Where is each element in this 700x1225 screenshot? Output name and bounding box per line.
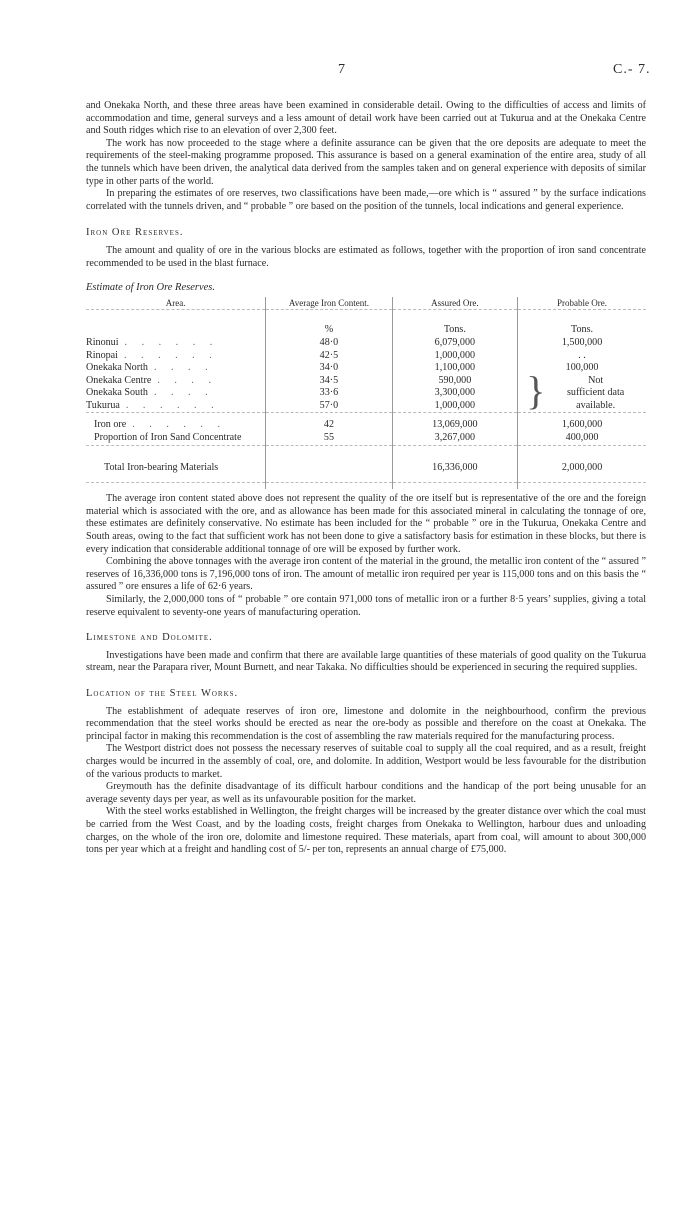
assured-ore-value: 13,069,000	[392, 419, 517, 432]
assured-ore-value: 1,100,000	[392, 362, 517, 375]
table-row-total	[86, 452, 646, 483]
page-number: 7	[338, 62, 345, 77]
paragraph: Similarly, the 2,000,000 tons of “ probable ” ore contain 971,000 tons of metallic iron or a further 8·5 years’ supplies, giving a total reserve equivalent to seventy-one years of manufacturing operation.	[86, 594, 646, 618]
document-body	[86, 100, 646, 857]
unit-tons: Tons.	[518, 310, 646, 337]
average-iron-value: 48·0	[266, 337, 392, 350]
probable-ore-value: 400,000	[518, 432, 646, 445]
area-name: Total Iron-bearing Materials	[104, 461, 219, 473]
paragraph: The Westport district does not possess the necessary reserves of suitable coal to supply all the coal required, and as a result, freight charges would be incurred in the assembly of coal, ore, and dolomite. In addition, Westport would be less favourable for the distribution of the various products to market.	[86, 743, 646, 780]
area-name: Tukurua	[86, 399, 120, 411]
assured-ore-value: 3,300,000	[392, 387, 517, 400]
paragraph: In preparing the estimates of ore reserves, two classifications have been made,—ore which is “ assured ” by the surface indications correlated with the tunnels driven, and “ probable ” ore based on the position of the tunnels, local indications and general experience.	[86, 188, 646, 212]
average-iron-value: 33·6	[266, 387, 392, 400]
iron-ore-reserves-table	[86, 297, 646, 490]
area-name: Rinopai	[86, 349, 118, 361]
unit-tons: Tons.	[392, 310, 517, 337]
table-row: Onekaka North . . . . 34·0 1,100,000 100,000	[86, 362, 646, 375]
paragraph: The amount and quality of ore in the various blocks are estimated as follows, together with the proportion of iron sand concentrate recommended to be used in the blast furnace.	[86, 244, 646, 269]
paragraph: With the steel works established in Wellington, the freight charges will be increased by the greater distance over which the coal must be carried from the West Coast, and by the loading costs, freight charges from Onekaka to Wellington, harbour dues and unloading charges, on the whole of the iron ore, dolomite and limestone required. These materials, apart from coal, will amount to about 300,000 tons per year which at a freight and handling cost of 5/- per ton, represents an annual charge of £75,000.	[86, 806, 646, 856]
area-name: Onekaka South	[86, 387, 148, 399]
probable-ore-value: 100,000	[518, 362, 646, 375]
table-row	[86, 432, 646, 445]
table-row: Iron ore . . . . . . 42 13,069,000 1,600,000	[86, 419, 646, 432]
area-name: Rinonui	[86, 336, 119, 348]
table-row: Onekaka South . . . . 33·6 3,300,000	[86, 387, 646, 400]
column-header-area: Area.	[86, 297, 266, 310]
column-header-assured: Assured Ore.	[392, 297, 517, 310]
average-iron-value: 34·5	[266, 375, 392, 388]
probable-ore-value: 1,600,000	[518, 419, 646, 432]
probable-ore-value: 2,000,000	[518, 452, 646, 483]
unit-percent: %	[266, 310, 392, 337]
column-header-average-iron: Average Iron Content.	[266, 297, 392, 310]
area-name: Iron ore	[94, 419, 127, 431]
table-row: Onekaka Centre . . . . 34·5 590,000 } Not sufficient data available.	[86, 375, 646, 388]
average-iron-value: 42·5	[266, 350, 392, 363]
paragraph: The work has now proceeded to the stage where a definite assurance can be given that the ore deposits are adequate to meet the requirements of the steel-making programme proposed. This assurance is based on a general examination of the entire area, study of all the tunnels which have been driven, the analytical data derived from the samples taken and on general experience with deposits of similar type in other parts of the world.	[86, 137, 646, 187]
area-name: Proportion of Iron Sand Concentrate	[94, 432, 242, 444]
section-heading-limestone-dolomite: Limestone and Dolomite.	[86, 632, 213, 644]
document-reference: C.- 7.	[613, 62, 651, 77]
brace-icon: }	[526, 367, 546, 413]
probable-ore-value: Not	[588, 374, 604, 386]
area-name: Onekaka Centre	[86, 374, 152, 386]
assured-ore-value: 1,000,000	[392, 400, 517, 413]
section-heading-location-steel-works: Location of the Steel Works.	[86, 687, 239, 699]
assured-ore-value: 590,000	[392, 375, 517, 388]
probable-ore-value: . .	[518, 350, 646, 363]
probable-ore-value: sufficient data	[567, 387, 625, 399]
section-heading-iron-ore-reserves: Iron Ore Reserves.	[86, 227, 184, 239]
paragraph: and Onekaka North, and these three areas have been examined in considerable detail. Owing to the difficulties of access and limits of accommodation and time, general surveys and a less amount of detail work have been carried out at Tukurua and at the Onekaka Centre and South ridges which rise to an elevation of over 2,300 feet.	[86, 100, 646, 137]
table-row: Rinonui . . . . . . 48·0 6,079,000 1,500,000	[86, 337, 646, 350]
paragraph: Investigations have been made and confirm that there are available large quantities of these materials of good quality on the Tukurua stream, near the Parapara river, Mount Burnett, and near Takaka. No difficulties should be experienced in securing the required supplies.	[86, 649, 646, 674]
average-iron-value: 57·0	[266, 400, 392, 413]
assured-ore-value: 3,267,000	[392, 432, 517, 445]
average-iron-value: 55	[266, 432, 392, 445]
average-iron-value: 34·0	[266, 362, 392, 375]
paragraph: Combining the above tonnages with the average iron content of the material in the ground, the metallic iron content of the “ assured ” reserves of 16,336,000 tons is 7,196,000 tons of iron. The amount of metallic iron required per year is 115,000 tons and on this basis the “ assured ” ore ensures a life of 62·6 years.	[86, 556, 646, 593]
assured-ore-value: 6,079,000	[392, 337, 517, 350]
table-row: Rinopai . . . . . . 42·5 1,000,000 . .	[86, 350, 646, 363]
paragraph: The average iron content stated above does not represent the quality of the ore itself but is representative of the ore and the foreign material which is associated with the ore, and as allowance has been made for this associated mineral in calculating the tonnage of ore, these estimates are definitely conservative. No estimate has been included for the “ probable ” ore in the Tukurua, Onekaka Centre and South areas, owing to the fact that sufficient work has not been done to give a satisfactory basis for estimation in these blocks, but there is every indication that considerable additional tonnage of ore will be exposed by further work.	[86, 493, 646, 555]
area-name: Onekaka North	[86, 362, 148, 374]
probable-ore-value: available.	[576, 399, 616, 411]
average-iron-value	[266, 452, 392, 483]
average-iron-value: 42	[266, 419, 392, 432]
paragraph: Greymouth has the definite disadvantage of its difficult harbour conditions and the handicap of the port being unusable for an average seventy days per year, as well as its unfavourable position for the market.	[86, 781, 646, 805]
paragraph: The establishment of adequate reserves of iron ore, limestone and dolomite in the neighbourhood, confirm the previous recommendation that the steel works should be erected as near the ore-body as possible and therefore on the coast at Onekaka. The principal factor in making this recommendation is the cost of assembling the raw materials required for the manufacturing process.	[86, 705, 646, 742]
table-row: Tukurua . . . . . . 57·0 1,000,000	[86, 400, 646, 413]
table-caption: Estimate of Iron Ore Reserves.	[86, 282, 215, 294]
probable-ore-value: 1,500,000	[518, 337, 646, 350]
column-header-probable: Probable Ore.	[518, 297, 646, 310]
assured-ore-value: 16,336,000	[392, 452, 517, 483]
assured-ore-value: 1,000,000	[392, 350, 517, 363]
